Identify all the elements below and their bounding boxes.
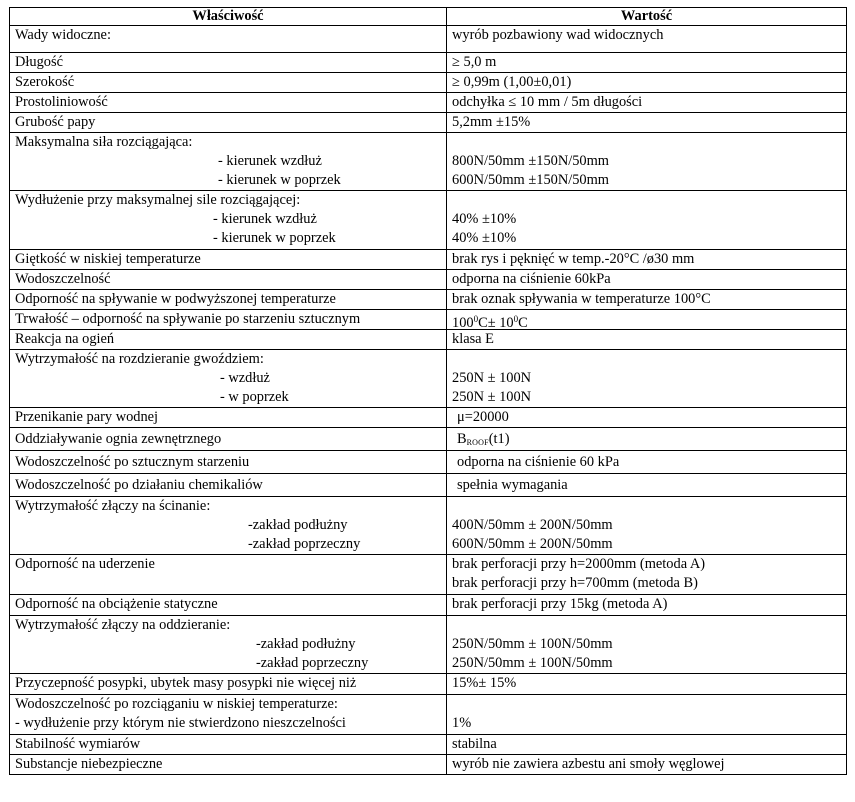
value-text [452, 350, 846, 369]
property-subitem: -zakład poprzeczny [256, 655, 369, 671]
property-cell [10, 26, 447, 53]
table-row [10, 290, 847, 310]
value-cell [447, 428, 847, 451]
table-row [10, 93, 847, 113]
property-subitem: - wzdłuż [220, 370, 270, 386]
value-text [452, 133, 846, 152]
value-part: 100 [452, 315, 474, 330]
property-cell [10, 250, 447, 270]
table-row [10, 428, 847, 451]
value-text: odporna na ciśnienie 60 kPa [457, 454, 620, 470]
value-cell [447, 408, 847, 428]
value-text: 400N/50mm ± 200N/50mm [452, 517, 613, 533]
property-text: Wytrzymałość na rozdzieranie gwoździem: [15, 351, 264, 367]
table-row [10, 595, 847, 616]
value-text: ≥ 5,0 m [452, 54, 497, 70]
table-row [10, 497, 847, 555]
table-row [10, 755, 847, 775]
property-text: Giętkość w niskiej temperaturze [15, 251, 201, 267]
property-cell [10, 93, 447, 113]
table-row [10, 113, 847, 133]
property-subitem: - w poprzek [220, 389, 289, 405]
value-cell [447, 595, 847, 616]
property-subitem: -zakład podłużny [248, 517, 348, 533]
value-part: B [457, 431, 467, 447]
property-text: Szerokość [15, 74, 75, 90]
value-text: brak perforacji przy h=2000mm (metoda A) [452, 556, 706, 572]
value-part: (t1) [488, 431, 510, 447]
property-text: Prostoliniowość [15, 94, 108, 110]
value-text: 5,2mm ±15% [452, 114, 531, 130]
superscript: 0 [513, 314, 519, 324]
value-text: μ=20000 [457, 409, 509, 425]
property-text: Przenikanie pary wodnej [15, 409, 159, 425]
value-cell [447, 310, 847, 330]
property-text: Wytrzymałość złączy na ścinanie: [15, 498, 211, 514]
value-text: 250N ± 100N [452, 389, 532, 405]
value-cell [447, 735, 847, 755]
property-cell [10, 408, 447, 428]
property-text: Substancje niebezpieczne [15, 756, 163, 772]
value-text: spełnia wymagania [457, 477, 568, 493]
value-cell [447, 497, 847, 555]
value-text: 1% [452, 715, 472, 731]
value-cell [447, 73, 847, 93]
value-text [452, 310, 846, 329]
property-text: Wodoszczelność po sztucznym starzeniu [15, 454, 250, 470]
property-text: Odporność na obciążenie statyczne [15, 596, 218, 612]
value-text [452, 616, 846, 635]
table-row [10, 695, 847, 735]
superscript: 0 [473, 314, 479, 324]
value-cell [447, 191, 847, 250]
value-cell [447, 755, 847, 775]
value-cell [447, 451, 847, 474]
property-cell [10, 133, 447, 191]
table-row [10, 555, 847, 595]
property-text: Długość [15, 54, 63, 70]
value-text: stabilna [452, 736, 497, 752]
value-cell [447, 270, 847, 290]
value-text: 40% ±10% [452, 211, 517, 227]
property-text: Wady widoczne: [15, 27, 111, 43]
property-cell [10, 330, 447, 350]
value-text: 250N ± 100N [452, 370, 532, 386]
property-cell [10, 451, 447, 474]
value-cell [447, 290, 847, 310]
property-cell [10, 595, 447, 616]
property-cell [10, 113, 447, 133]
value-cell [447, 350, 847, 408]
property-subitem: -zakład poprzeczny [248, 536, 361, 552]
table-row [10, 350, 847, 408]
header-property: Właściwość [10, 8, 447, 26]
property-subitem: - wydłużenie przy którym nie stwierdzono nieszczelności [15, 715, 346, 731]
value-cell [447, 674, 847, 695]
property-cell [10, 555, 447, 595]
properties-table [9, 7, 847, 775]
value-cell [447, 93, 847, 113]
property-subitem: -zakład podłużny [256, 636, 356, 652]
table-row [10, 270, 847, 290]
property-cell [10, 191, 447, 250]
table-row [10, 616, 847, 674]
table-row [10, 674, 847, 695]
value-cell [447, 330, 847, 350]
property-cell [10, 497, 447, 555]
property-cell [10, 53, 447, 73]
property-subitem: - kierunek w poprzek [218, 172, 341, 188]
value-text: odchyłka ≤ 10 mm / 5m długości [452, 94, 643, 110]
property-cell [10, 735, 447, 755]
value-text: klasa E [452, 331, 494, 347]
value-cell [447, 113, 847, 133]
table-row [10, 26, 847, 53]
value-cell [447, 474, 847, 497]
property-text: Wodoszczelność po działaniu chemikaliów [15, 477, 263, 493]
table-row [10, 73, 847, 93]
table-row [10, 53, 847, 73]
table-row [10, 408, 847, 428]
value-text: brak rys i pęknięć w temp.-20°C /ø30 mm [452, 251, 695, 267]
table-row [10, 250, 847, 270]
value-part: C± 10 [478, 315, 514, 330]
value-cell [447, 133, 847, 191]
property-subitem: - kierunek w poprzek [213, 230, 336, 246]
subscript: ROOF [466, 438, 489, 447]
table-header-row [10, 8, 847, 26]
value-cell [447, 616, 847, 674]
value-part: C [518, 315, 528, 330]
value-text: ≥ 0,99m (1,00±0,01) [452, 74, 572, 90]
table-row [10, 735, 847, 755]
value-text [452, 191, 846, 210]
value-text: brak oznak spływania w temperaturze 100°C [452, 291, 711, 307]
property-text: Maksymalna siła rozciągająca: [15, 134, 193, 150]
header-value: Wartość [447, 8, 847, 26]
value-text: 800N/50mm ±150N/50mm [452, 153, 610, 169]
table-row [10, 133, 847, 191]
property-text: Przyczepność posypki, ubytek masy posypki nie więcej niż [15, 675, 357, 691]
value-text: 600N/50mm ± 200N/50mm [452, 536, 613, 552]
property-text: Stabilność wymiarów [15, 736, 141, 752]
value-text: wyrób nie zawiera azbestu ani smoły węglowej [452, 756, 725, 772]
value-text: 250N/50mm ± 100N/50mm [452, 636, 613, 652]
property-text: Reakcja na ogień [15, 331, 115, 347]
property-cell [10, 73, 447, 93]
value-cell [447, 695, 847, 735]
value-text: 600N/50mm ±150N/50mm [452, 172, 610, 188]
property-text: Wodoszczelność po rozciąganiu w niskiej temperaturze: [15, 696, 338, 712]
property-text: Wytrzymałość złączy na oddzieranie: [15, 617, 231, 633]
property-cell [10, 755, 447, 775]
property-cell [10, 310, 447, 330]
value-text: brak perforacji przy h=700mm (metoda B) [452, 575, 698, 591]
table-row [10, 330, 847, 350]
table-row [10, 451, 847, 474]
table-row [10, 474, 847, 497]
property-text: Grubość papy [15, 114, 96, 130]
property-cell [10, 350, 447, 408]
property-cell [10, 674, 447, 695]
value-text: 250N/50mm ± 100N/50mm [452, 655, 613, 671]
property-cell [10, 290, 447, 310]
property-text: Wydłużenie przy maksymalnej sile rozciągającej: [15, 192, 301, 208]
property-text: Wodoszczelność [15, 271, 111, 287]
property-text: Odporność na uderzenie [15, 556, 155, 572]
value-text: 15%± 15% [452, 675, 517, 691]
property-subitem: - kierunek wzdłuż [218, 153, 322, 169]
property-cell [10, 695, 447, 735]
property-cell [10, 428, 447, 451]
table-row [10, 310, 847, 330]
value-text: wyrób pozbawiony wad widocznych [452, 27, 664, 43]
property-cell [10, 270, 447, 290]
value-text [452, 428, 846, 450]
value-text: 40% ±10% [452, 230, 517, 246]
table-row [10, 191, 847, 250]
property-cell [10, 616, 447, 674]
value-text [452, 497, 846, 516]
value-cell [447, 53, 847, 73]
property-text: Trwałość – odporność na spływanie po starzeniu sztucznym [15, 311, 361, 327]
property-cell [10, 474, 447, 497]
value-cell [447, 555, 847, 595]
value-cell [447, 250, 847, 270]
value-text: brak perforacji przy 15kg (metoda A) [452, 596, 668, 612]
property-text: Oddziaływanie ognia zewnętrznego [15, 431, 222, 447]
value-text: odporna na ciśnienie 60kPa [452, 271, 611, 287]
value-text [452, 695, 846, 714]
value-cell [447, 26, 847, 53]
property-subitem: - kierunek wzdłuż [213, 211, 317, 227]
property-text: Odporność na spływanie w podwyższonej temperaturze [15, 291, 336, 307]
